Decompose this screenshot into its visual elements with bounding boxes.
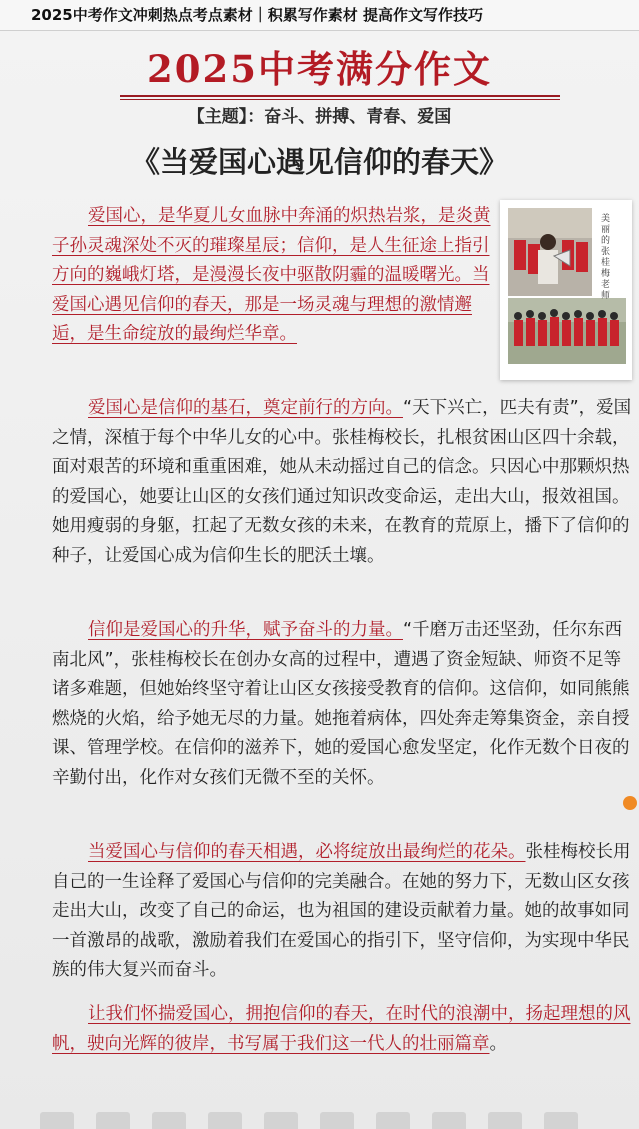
theme-line: 【主题】：奋斗、拼搏、青春、爱国 [187,107,452,127]
body-text: “天下兴亡，匹夫有责”，爱国之情，深植于每个中华儿女的心中。张桂梅校长，扎根贫困山区四十余载，面对艰苦的环境和重重困难，她从未动摇过自己的信念。只因心中那颗炽热的爱国心，她要让山区的女孩们通过知识改变命运，走出大山，报效祖国。她用瘦弱的身躯，扛起了无数女孩的未来，在教育的荒原上，播下了信仰的种子，让爱国心成为信仰生长的肥沃土壤。 [52,398,632,566]
paragraph-2 [52,394,632,572]
photo-card [500,200,632,380]
paragraph-3 [52,616,632,794]
photo-caption: 美丽的张桂梅老师 [601,214,611,301]
title-underline [120,95,560,97]
highlight-text: 爱国心是信仰的基石，奠定前行的方向。 [88,398,403,418]
paragraph-conclusion [52,1000,632,1059]
paragraph-4 [52,838,632,986]
main-title: 2025中考满分作文 [147,47,492,91]
cutoff-next-line [40,1112,600,1129]
paragraph-intro [52,202,494,350]
body-text: 。 [489,1033,507,1054]
body-text: 张桂梅校长用自己的一生诠释了爱国心与信仰的完美融合。在她的努力下，无数山区女孩走出大山，改变了自己的命运，也为祖国的建设贡献着力量。她的故事如同一首激昂的战歌，激励着我们在爱国心的指引下，坚守信仰，为实现中华民族的伟大复兴而奋斗。 [52,842,631,981]
title-underline-thin [120,99,560,100]
highlight-text: 当爱国心与信仰的春天相遇，必将绽放出最绚烂的花朵。 [88,842,526,862]
top-banner: 2025中考作文冲刺热点考点素材｜积累写作素材 提高作文写作技巧 [0,0,639,31]
essay-title: 《当爱国心遇见信仰的春天》 [130,145,508,179]
highlight-text: 爱国心，是华夏儿女血脉中奔涌的炽热岩浆，是炎黄子孙灵魂深处不灭的璀璨星辰；信仰，是人生征途上指引方向的巍峨灯塔，是漫漫长夜中驱散阴霾的温暖曙光。当爱国心遇见信仰的春天，那是一场灵魂与理想的激情邂逅，是生命绽放的最绚烂华章。 [52,206,491,345]
highlight-text: 信仰是爱国心的升华，赋予奋斗的力量。 [88,620,403,640]
highlight-text: 让我们怀揣爱国心，拥抱信仰的春天，在时代的浪潮中，扬起理想的风帆，驶向光辉的彼岸，书写属于我们这一代人的壮丽篇章 [52,1004,631,1054]
body-text: “千磨万击还坚劲，任尔东西南北风”，张桂梅校长在创办女高的过程中，遭遇了资金短缺、师资不足等诸多难题，但她始终坚守着让山区女孩接受教育的信仰。这信仰，如同熊熊燃烧的火焰，给予她无尽的力量。她拖着病体，四处奔走筹集资金，亲自授课、管理学校。在信仰的滋养下，她的爱国心愈发坚定，化作无数个日夜的辛勤付出，化作对女孩们无微不至的关怀。 [52,620,630,788]
floating-dot[interactable] [623,796,637,810]
